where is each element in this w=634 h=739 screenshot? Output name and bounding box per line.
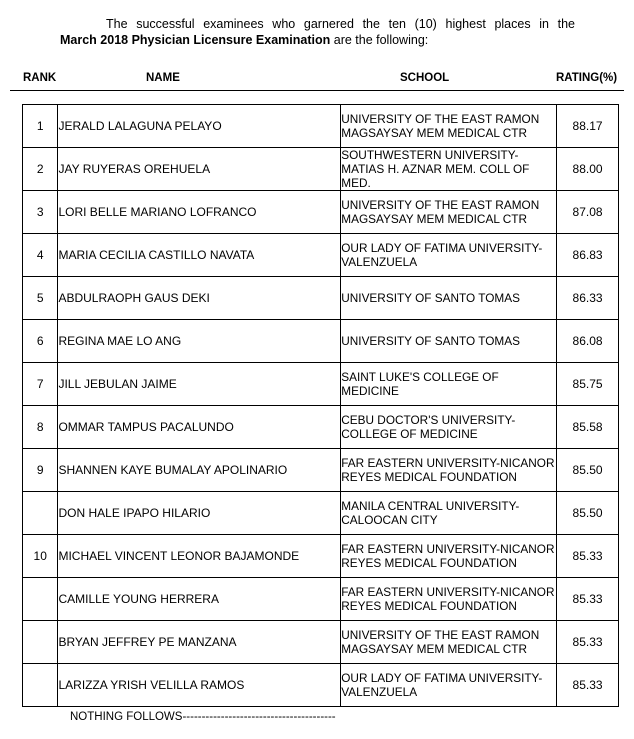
rating-cell: 85.33: [557, 621, 619, 664]
rank-cell: [23, 621, 58, 664]
table-row: [23, 449, 619, 492]
rating-cell: 86.33: [557, 277, 619, 320]
rank-cell: 8: [23, 406, 58, 449]
rating-cell: 85.50: [557, 492, 619, 535]
table-row: [23, 578, 619, 621]
school-cell: FAR EASTERN UNIVERSITY-NICANOR REYES MEDICAL FOUNDATION: [341, 535, 557, 578]
rating-cell: 85.33: [557, 535, 619, 578]
name-cell: JILL JEBULAN JAIME: [58, 363, 341, 406]
school-cell: UNIVERSITY OF THE EAST RAMON MAGSAYSAY MEM MEDICAL CTR: [341, 105, 557, 148]
school-cell: UNIVERSITY OF SANTO TOMAS: [341, 320, 557, 363]
name-cell: ABDULRAOPH GAUS DEKI: [58, 277, 341, 320]
rating-cell: 85.58: [557, 406, 619, 449]
rating-cell: 85.50: [557, 449, 619, 492]
table-row: [23, 148, 619, 191]
table-row: [23, 105, 619, 148]
intro-line-1: The successful examinees who garnered the ten (10) highest places in the: [106, 17, 575, 31]
name-cell: CAMILLE YOUNG HERRERA: [58, 578, 341, 621]
header-divider: [10, 90, 624, 91]
rank-cell: 10: [23, 535, 58, 578]
school-cell: UNIVERSITY OF THE EAST RAMON MAGSAYSAY MEM MEDICAL CTR: [341, 621, 557, 664]
name-cell: LARIZZA YRISH VELILLA RAMOS: [58, 664, 341, 707]
rating-cell: 88.00: [557, 148, 619, 191]
rank-cell: 1: [23, 105, 58, 148]
rating-cell: 86.08: [557, 320, 619, 363]
name-cell: JERALD LALAGUNA PELAYO: [58, 105, 341, 148]
intro-line-2-rest: are the following:: [330, 33, 429, 47]
school-cell: OUR LADY OF FATIMA UNIVERSITY-VALENZUELA: [341, 664, 557, 707]
rank-cell: 9: [23, 449, 58, 492]
intro-paragraph: [60, 16, 575, 48]
table-row: [23, 492, 619, 535]
name-cell: LORI BELLE MARIANO LOFRANCO: [58, 191, 341, 234]
name-cell: MICHAEL VINCENT LEONOR BAJAMONDE: [58, 535, 341, 578]
name-cell: BRYAN JEFFREY PE MANZANA: [58, 621, 341, 664]
rating-cell: 88.17: [557, 105, 619, 148]
column-headers: [10, 72, 624, 86]
table-row: [23, 234, 619, 277]
name-cell: JAY RUYERAS OREHUELA: [58, 148, 341, 191]
header-rating: RATING(%): [556, 72, 618, 84]
rank-cell: 3: [23, 191, 58, 234]
header-name: NAME: [146, 72, 180, 84]
school-cell: UNIVERSITY OF THE EAST RAMON MAGSAYSAY MEM MEDICAL CTR: [341, 191, 557, 234]
rating-cell: 85.33: [557, 578, 619, 621]
rating-cell: 85.33: [557, 664, 619, 707]
rank-cell: [23, 578, 58, 621]
name-cell: MARIA CECILIA CASTILLO NAVATA: [58, 234, 341, 277]
table-row: [23, 363, 619, 406]
name-cell: REGINA MAE LO ANG: [58, 320, 341, 363]
table-row: [23, 535, 619, 578]
table-row: [23, 621, 619, 664]
table-row: [23, 664, 619, 707]
table-row: [23, 277, 619, 320]
rank-cell: [23, 492, 58, 535]
table-row: [23, 320, 619, 363]
name-cell: DON HALE IPAPO HILARIO: [58, 492, 341, 535]
school-cell: OUR LADY OF FATIMA UNIVERSITY-VALENZUELA: [341, 234, 557, 277]
rating-cell: 87.08: [557, 191, 619, 234]
results-table: [22, 104, 619, 707]
intro-line-2: [60, 32, 575, 48]
rank-cell: 4: [23, 234, 58, 277]
rank-cell: 6: [23, 320, 58, 363]
school-cell: MANILA CENTRAL UNIVERSITY-CALOOCAN CITY: [341, 492, 557, 535]
rating-cell: 86.83: [557, 234, 619, 277]
school-cell: FAR EASTERN UNIVERSITY-NICANOR REYES MEDICAL FOUNDATION: [341, 449, 557, 492]
school-cell: CEBU DOCTOR'S UNIVERSITY-COLLEGE OF MEDICINE: [341, 406, 557, 449]
table-row: [23, 406, 619, 449]
rank-cell: [23, 664, 58, 707]
rank-cell: 7: [23, 363, 58, 406]
table-row: [23, 191, 619, 234]
name-cell: OMMAR TAMPUS PACALUNDO: [58, 406, 341, 449]
school-cell: SAINT LUKE'S COLLEGE OF MEDICINE: [341, 363, 557, 406]
rank-cell: 2: [23, 148, 58, 191]
header-school: SCHOOL: [400, 72, 450, 84]
school-cell: SOUTHWESTERN UNIVERSITY-MATIAS H. AZNAR MEM. COLL OF MED.: [341, 148, 557, 191]
school-cell: FAR EASTERN UNIVERSITY-NICANOR REYES MEDICAL FOUNDATION: [341, 578, 557, 621]
header-rank: RANK: [23, 72, 57, 84]
rating-cell: 85.75: [557, 363, 619, 406]
results-table-body: [23, 105, 619, 707]
nothing-follows-note: NOTHING FOLLOWS----------------------------------------: [70, 711, 336, 723]
exam-title: March 2018 Physician Licensure Examination: [60, 33, 331, 47]
school-cell: UNIVERSITY OF SANTO TOMAS: [341, 277, 557, 320]
rank-cell: 5: [23, 277, 58, 320]
name-cell: SHANNEN KAYE BUMALAY APOLINARIO: [58, 449, 341, 492]
